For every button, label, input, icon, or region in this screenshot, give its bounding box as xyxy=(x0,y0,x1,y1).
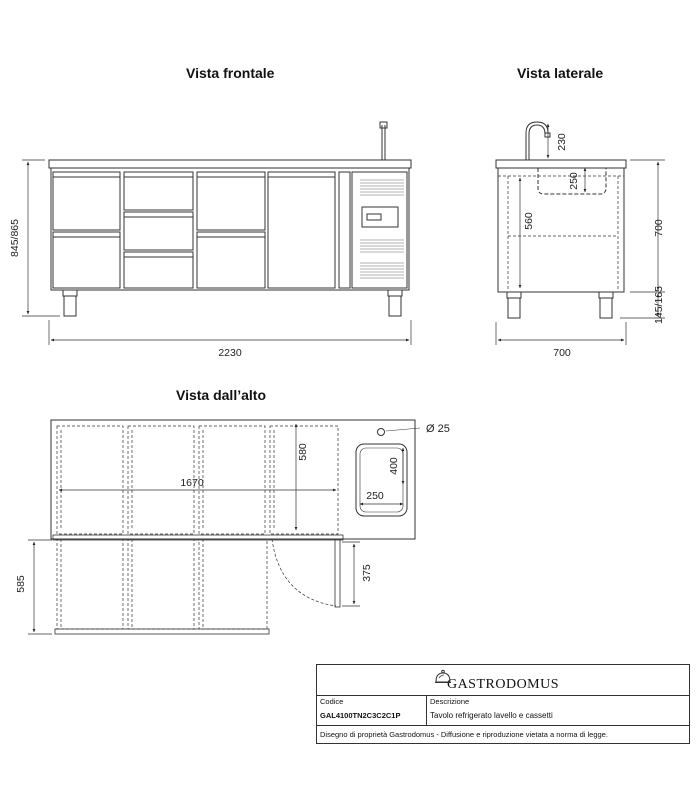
top-view xyxy=(28,420,420,634)
dim-side-faucet: 230 xyxy=(556,133,568,151)
description-cell xyxy=(427,695,689,725)
dim-side-depth: 700 xyxy=(553,347,571,359)
side-view xyxy=(496,122,665,345)
top-door-open xyxy=(335,539,340,607)
front-drawer-2 xyxy=(53,232,120,288)
top-sink xyxy=(356,444,407,516)
dim-front-width: 2230 xyxy=(218,347,242,359)
front-side-strip xyxy=(339,172,350,288)
top-outline xyxy=(51,420,415,539)
dim-tap-hole: Ø 25 xyxy=(426,423,450,435)
side-leg-left xyxy=(507,292,521,298)
front-drawer-4 xyxy=(124,212,193,250)
front-faucet xyxy=(380,122,387,160)
front-leg-left xyxy=(63,290,77,296)
code-cell xyxy=(317,695,427,725)
front-drawer-7 xyxy=(197,232,265,288)
dim-top-width: 1670 xyxy=(180,477,204,489)
dim-drawer-out: 585 xyxy=(15,575,27,593)
code-label: Codice xyxy=(320,697,344,706)
title-block-logo-row xyxy=(317,665,689,696)
dim-side-inner: 560 xyxy=(523,212,535,230)
top-door-swing xyxy=(272,539,336,606)
side-worktop xyxy=(496,160,626,168)
title-block xyxy=(316,664,690,744)
title-block-footer: Disegno di proprietà Gastrodomus - Diffusione e riproduzione vietata a norma di legge. xyxy=(320,730,608,739)
code-value: GAL4100TN2C3C2C1P xyxy=(320,711,401,720)
front-drawer-3 xyxy=(124,172,193,210)
top-compartment-4 xyxy=(270,426,338,534)
top-drawer-open-1 xyxy=(57,539,123,629)
front-worktop xyxy=(49,160,411,168)
cloche-logo-icon xyxy=(433,667,453,687)
side-leg-right xyxy=(599,292,613,298)
dim-door-swing: 375 xyxy=(361,564,373,582)
description-value: Tavolo refrigerato lavello e cassetti xyxy=(430,711,553,720)
front-door xyxy=(268,172,335,288)
dim-side-basin: 250 xyxy=(568,172,580,190)
top-compartment-1 xyxy=(57,426,123,534)
title-block-code-row xyxy=(317,695,689,726)
front-view-title: Vista frontale xyxy=(186,65,275,81)
dim-front-height: 845/865 xyxy=(9,219,21,257)
description-label: Descrizione xyxy=(430,697,470,706)
top-drawer-open-2 xyxy=(128,539,194,629)
front-unit-panel xyxy=(352,172,407,288)
front-leg-right xyxy=(388,290,402,296)
side-body xyxy=(498,168,624,292)
top-compartment-3 xyxy=(199,426,265,534)
dim-sink-depth: 400 xyxy=(388,457,400,475)
top-tap-hole xyxy=(378,429,385,436)
dim-side-body: 700 xyxy=(653,219,665,237)
dim-sink-width: 250 xyxy=(366,490,384,502)
dim-side-legs: 145/165 xyxy=(653,286,665,324)
front-body xyxy=(51,168,409,290)
side-view-title: Vista laterale xyxy=(517,65,604,81)
front-view xyxy=(22,122,411,345)
brand-name: GASTRODOMUS xyxy=(446,677,560,692)
front-drawer-1 xyxy=(53,172,120,230)
top-drawer-open-3 xyxy=(199,539,267,629)
top-view-title: Vista dall’alto xyxy=(176,387,266,403)
dim-top-depth: 580 xyxy=(297,443,309,461)
front-drawer-6 xyxy=(197,172,265,230)
